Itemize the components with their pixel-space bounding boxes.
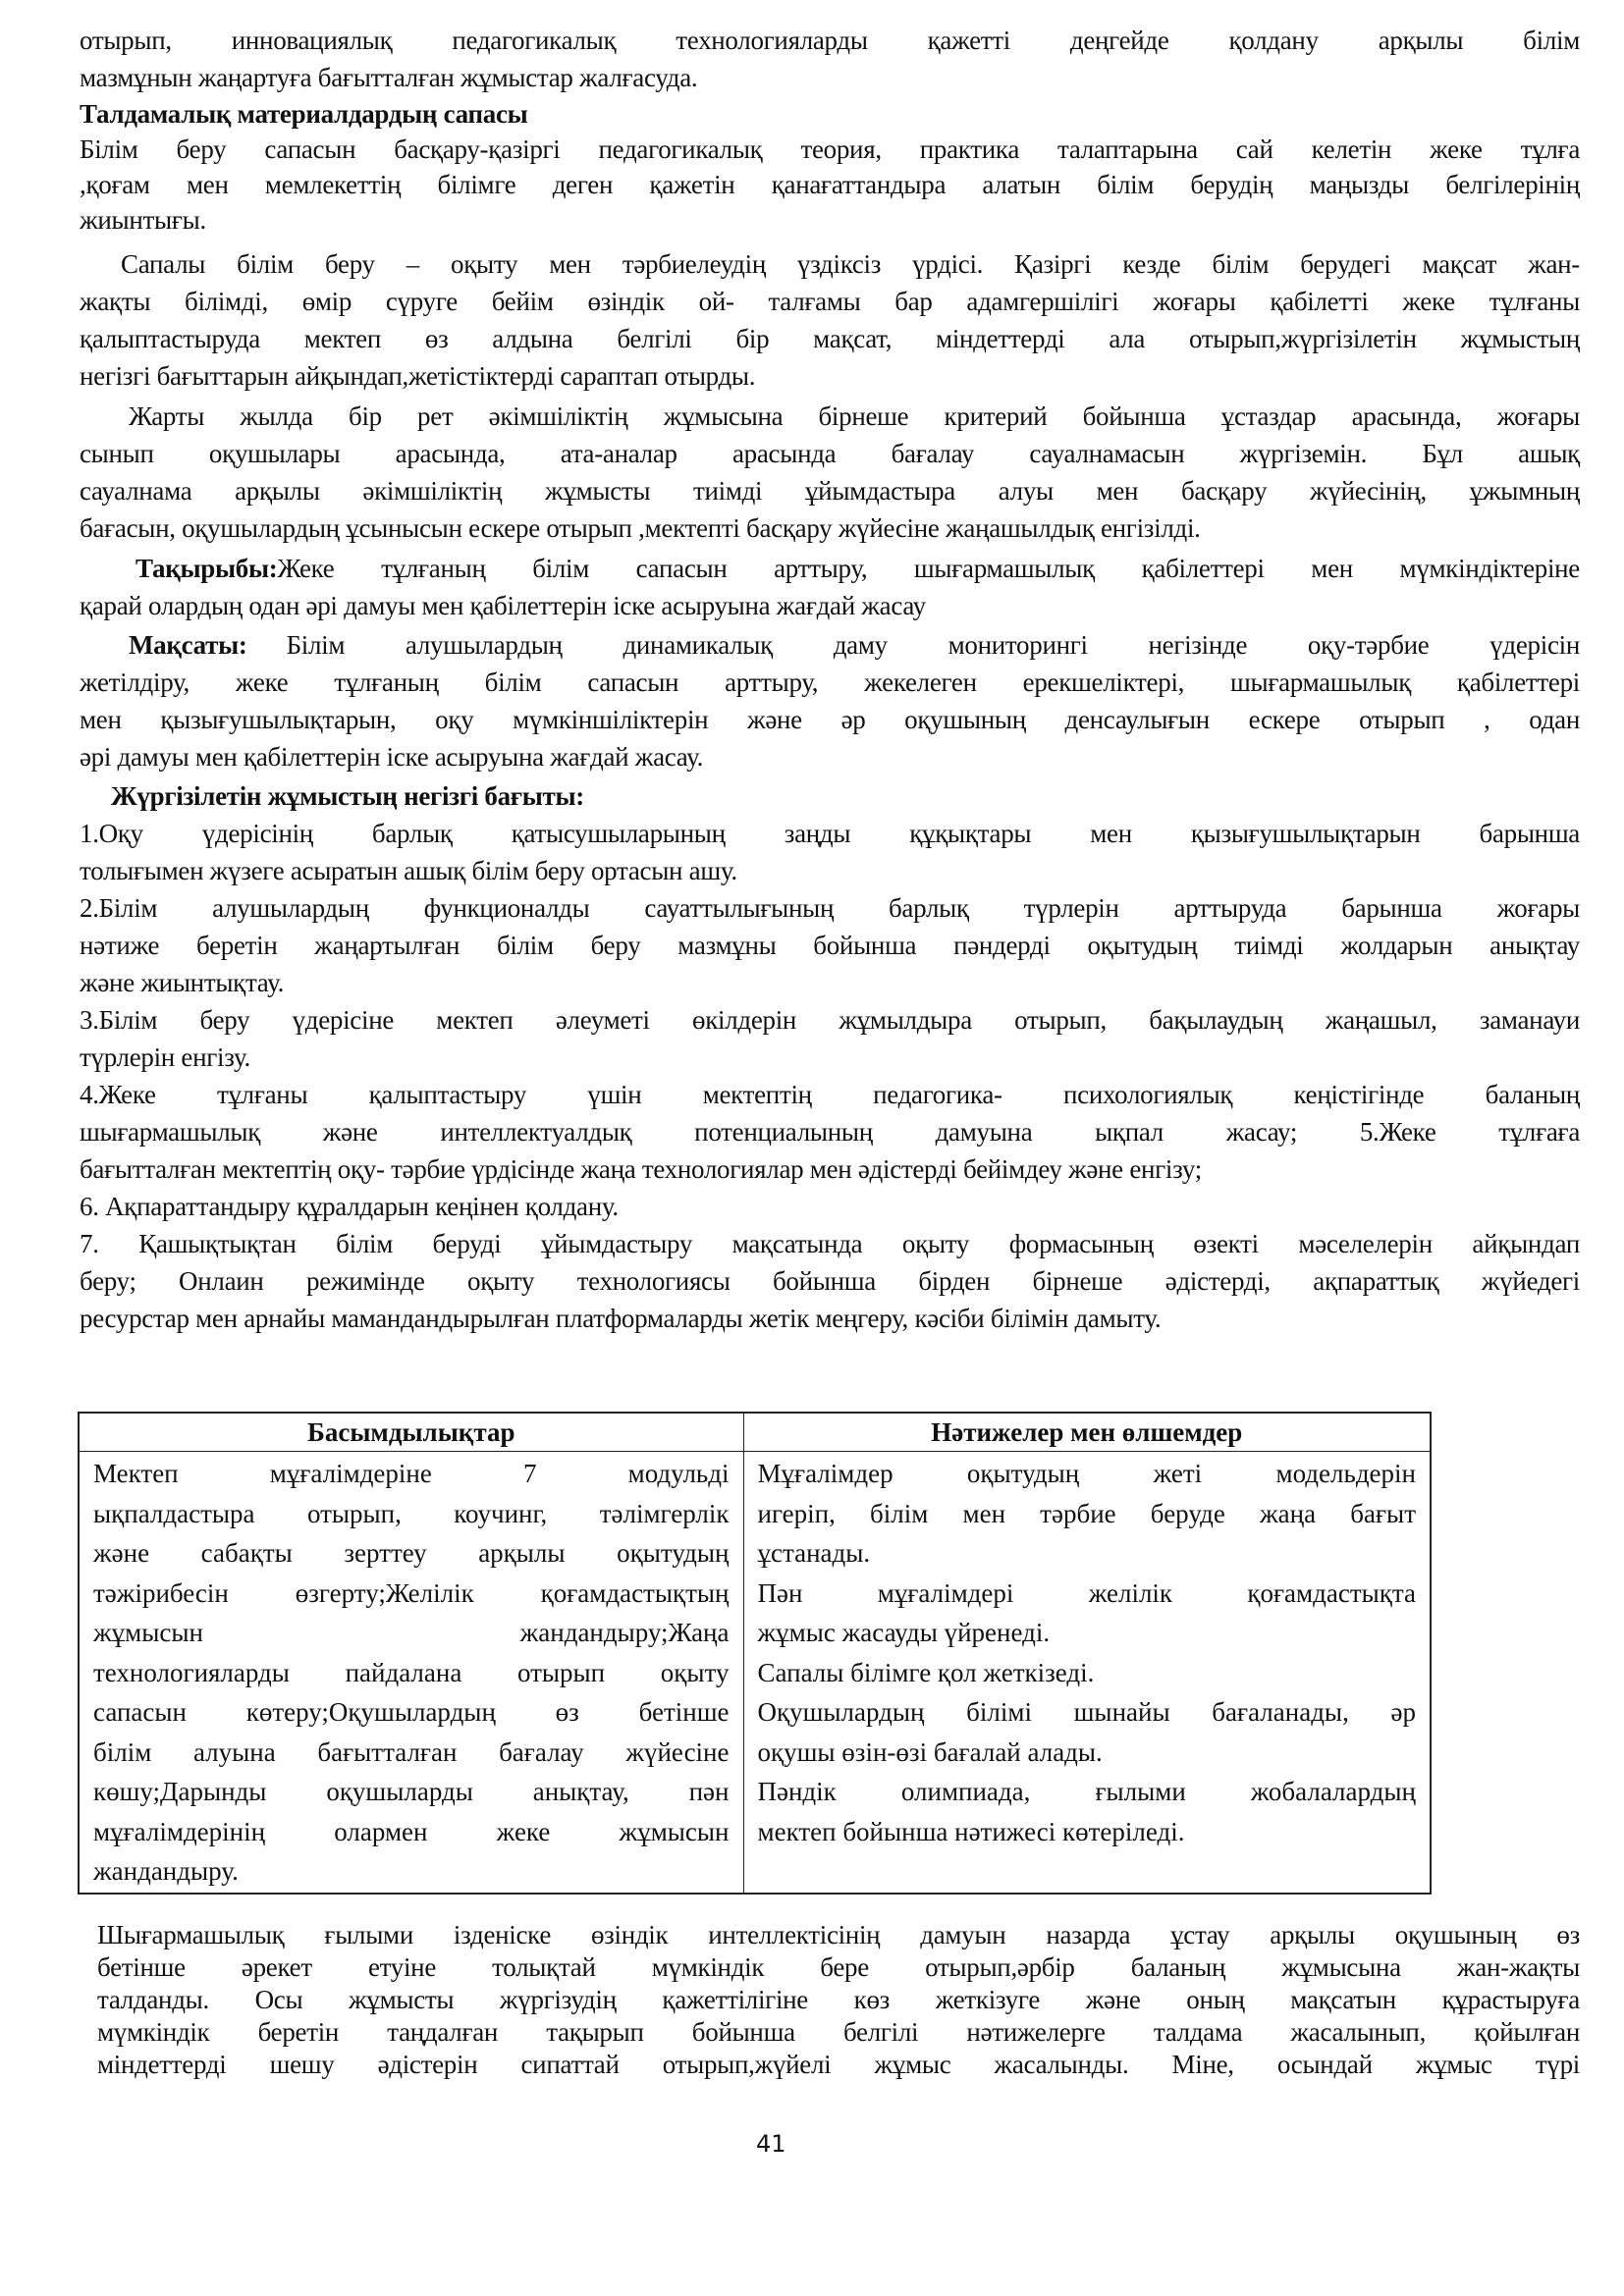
cell-line: Мұғалімдер оқытудың жеті модельдерін <box>757 1459 1416 1488</box>
text-line: мүмкіндік беретін таңдалған тақырып бойынша белгілі нәтижелерге талдама жасалынып, қойылған <box>97 2017 1580 2047</box>
direction-line: 3.Білім беру үдерісіне мектеп әлеуметі өкілдерін жұмылдыра отырып, бақылаудың жаңашыл, заманауи <box>80 1005 1580 1035</box>
cell-line: жұмысын жандандыру;Жаңа <box>93 1618 730 1647</box>
text-line: отырып, инновациялық педагогикалық технологияларды қажетті деңгейде қолдану арқылы білім <box>80 26 1580 55</box>
directions-heading: Жүргізілетін жұмыстың негізгі бағыты: <box>111 781 584 811</box>
text-line: Білім беру сапасын басқару-қазіргі педагогикалық теория, практика талаптарына сай келетін жеке тұлға <box>80 134 1580 164</box>
cell-line: Пән мұғалімдері желілік қоғамдастықта <box>757 1577 1416 1608</box>
cell-line: оқушы өзін-өзі бағалай алады. <box>757 1736 1103 1767</box>
cell-line: ықпалдастыра отырып, коучинг, тәлімгерлік <box>93 1498 730 1528</box>
text-line: мен қызығушылықтарын, оқу мүмкіншіліктерін және әр оқушының денсаулығын ескере отырып , одан <box>80 705 1580 734</box>
cell-line: мектеп бойынша нәтижесі көтеріледі. <box>757 1816 1185 1846</box>
text-line: бағасын, оқушылардың ұсынысын ескере отырып ,мектепті басқару жүйесіне жаңашылдық енгізілді. <box>80 513 1201 543</box>
goal-text: Білім алушылардың динамикалық даму мониторингі негізінде оқу-тәрбие үдерісін <box>286 630 1580 660</box>
text-line: сауалнама арқылы әкімшіліктің жұмысты тиімді ұйымдастыра алуы мен басқару жүйесінің, ұжымның <box>80 476 1580 506</box>
quality-definition-paragraph <box>80 132 1580 238</box>
quality-education-paragraph <box>80 245 1580 395</box>
direction-line: нәтиже беретін жаңартылған білім беру мазмұны бойынша пәндерді оқытудың тиімді жолдарын анықтау <box>80 931 1580 960</box>
direction-line: толығымен жүзеге асыратын ашық білім беру ортасын ашу. <box>80 856 737 885</box>
text-line: мазмұнын жаңартуға бағытталған жұмыстар жалғасуда. <box>80 63 698 92</box>
cell-line: көшу;Дарынды оқушыларды анықтау, пән <box>93 1777 730 1806</box>
text-line: сынып оқушылары арасында, ата-аналар арасында бағалау сауалнамасын жүргіземін. Бұл ашық <box>80 439 1580 468</box>
results-cell <box>743 1452 1431 1895</box>
cell-line: ұстанады. <box>757 1538 871 1568</box>
heading-analytic-materials: Талдамалық материалдардың сапасы <box>80 99 528 129</box>
direction-line: беру; Онлаин режимінде оқыту технологиясы бойынша бірден бірнеше әдістерді, ақпараттық жүйедегі <box>80 1266 1580 1296</box>
cell-line: игеріп, білім мен тәрбие беруде жаңа бағыт <box>757 1498 1416 1528</box>
cell-line: жұмыс жасауды үйренеді. <box>757 1618 1051 1647</box>
direction-line: 7. Қашықтықтан білім беруді ұйымдастыру мақсатында оқыту формасының өзекті мәселелерін айқындап <box>80 1229 1580 1258</box>
direction-line: 4.Жеке тұлғаны қалыптастыру үшін мектептің педагогика- психологиялық кеңістігінде баланың <box>80 1080 1580 1109</box>
priorities-cell <box>79 1452 743 1895</box>
survey-paragraph <box>80 398 1580 547</box>
text-line: талданды. Осы жұмысты жүргізудің қажеттілігіне көз жеткізуге және оның мақсатын құрастыруға <box>97 1985 1580 2014</box>
text-line: негізгі бағыттарын айқындап,жетістіктерді сараптап отырды. <box>80 361 756 391</box>
topic-text: Жеке тұлғаның білім сапасын арттыру, шығармашылық қабілеттері мен мүмкіндіктеріне <box>277 554 1580 583</box>
text-line: жақты білімді, өмір сүруге бейім өзіндік ой- талғамы бар адамгершілігі жоғары қабілетті жеке тұлғаны <box>80 287 1580 316</box>
direction-line: 2.Білім алушылардың функционалды сауаттылығының барлық түрлерін арттыруда барынша жоғары <box>80 893 1580 923</box>
text-line: қалыптастыруда мектеп өз алдына белгілі бір мақсат, міндеттерді ала отырып,жүргізілетін жұмыстың <box>80 324 1580 353</box>
directions-section <box>80 777 1580 1337</box>
cell-line: Оқушылардың білімі шынайы бағаланады, әр <box>757 1697 1416 1727</box>
goal-paragraph <box>80 626 1580 775</box>
cell-line: мұғалімдерінің олармен жеке жұмысын <box>93 1816 730 1846</box>
table-header-row <box>79 1413 1431 1452</box>
goal-label: Мақсаты: <box>129 630 247 660</box>
header-priorities: Басымдылықтар <box>79 1413 743 1452</box>
text-line: бетінше әрекет етуіне толықтай мүмкіндік бере отырып,әрбір баланың жұмысына жан-жақты <box>97 1952 1580 1982</box>
direction-line: түрлерін енгізу. <box>80 1042 250 1072</box>
text-line: әрі дамуы мен қабілеттерін іске асыруына жағдай жасау. <box>80 742 704 772</box>
closing-paragraph <box>97 1919 1580 2081</box>
header-results-measures: Нәтижелер мен өлшемдер <box>743 1413 1431 1452</box>
cell-line: білім алуына бағытталған бағалау жүйесіне <box>93 1736 730 1767</box>
direction-line: шығармашылық және интеллектуалдық потенциалының дамуына ықпал жасау; 5.Жеке тұлғаға <box>80 1117 1580 1147</box>
text-line: қарай олардың одан әрі дамуы мен қабілеттерін іске асыруына жағдай жасау <box>80 591 926 620</box>
text-line: Сапалы білім беру – оқыту мен тәрбиелеудің үздіксіз үрдісі. Қазіргі кезде білім берудегі мақсат жан- <box>121 249 1580 279</box>
intro-paragraph <box>80 22 1580 96</box>
text-line: міндеттерді шешу әдістерін сипаттай отырып,жүйелі жұмыс жасалынды. Міне, осындай жұмыс түрі <box>97 2050 1580 2079</box>
text-line: ,қоғам мен мемлекеттің білімге деген қажетін қанағаттандыра алатын білім берудің маңызды белгілерінің <box>80 170 1580 199</box>
text-line: жиынтығы. <box>80 205 206 235</box>
cell-line: Сапалы білімге қол жеткізеді. <box>757 1657 1095 1687</box>
page-number: 41 <box>756 2130 786 2158</box>
cell-line: және сабақты зерттеу арқылы оқытудың <box>93 1538 730 1568</box>
topic-paragraph <box>80 550 1580 624</box>
direction-line: 1.Оқу үдерісінің барлық қатысушыларының заңды құқықтары мен қызығушылықтарын барынша <box>80 819 1580 848</box>
cell-line: Пәндік олимпиада, ғылыми жобалалардың <box>757 1777 1416 1806</box>
direction-line: және жиынтықтау. <box>80 968 285 997</box>
table-row <box>79 1452 1431 1895</box>
priorities-results-table <box>78 1412 1432 1895</box>
section-heading <box>80 96 1580 132</box>
topic-label: Тақырыбы: <box>135 554 278 583</box>
cell-line: тәжірибесін өзгерту;Желілік қоғамдастықтың <box>93 1577 730 1608</box>
text-line: Шығармашылық ғылыми ізденіске өзіндік интеллектісінің дамуын назарда ұстау арқылы оқушының өз <box>97 1920 1580 1949</box>
direction-line: 6. Ақпараттандыру құралдарын кеңінен қолдану. <box>80 1192 619 1221</box>
cell-line: технологияларды пайдалана отырып оқыту <box>93 1657 730 1687</box>
text-line: Жарты жылда бір рет әкімшіліктің жұмысына бірнеше критерий бойынша ұстаздар арасында, жоғары <box>129 401 1580 431</box>
direction-line: бағытталған мектептің оқу- тәрбие үрдісінде жаңа технологиялар мен әдістерді бейімдеу және енгізу; <box>80 1154 1202 1184</box>
text-line: жетілдіру, жеке тұлғаның білім сапасын арттыру, жекелеген ерекшеліктері, шығармашылық қабілеттері <box>80 667 1580 697</box>
cell-line: Мектеп мұғалімдеріне 7 модульді <box>93 1459 730 1488</box>
direction-line: ресурстар мен арнайы мамандандырылған платформаларды жетік меңгеру, кәсіби білімін дамыту. <box>80 1304 1162 1333</box>
cell-line: жандандыру. <box>93 1856 239 1886</box>
cell-line: сапасын көтеру;Оқушылардың өз бетінше <box>93 1697 730 1727</box>
text-line <box>80 626 1580 664</box>
text-line <box>80 550 1580 587</box>
